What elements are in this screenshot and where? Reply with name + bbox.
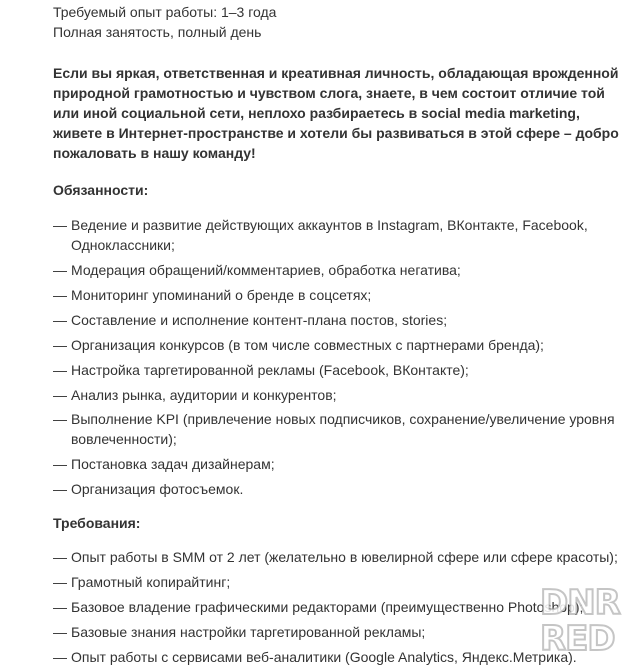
dash: —: [53, 362, 67, 378]
duty-item: [53, 454, 623, 474]
duty-item: [53, 260, 623, 280]
requirement-item: [53, 572, 623, 592]
duty-item: [53, 215, 623, 255]
duty-text: Постановка задач дизайнерам;: [71, 456, 275, 472]
requirement-item: [53, 597, 623, 617]
duty-item: [53, 385, 623, 405]
dash: —: [53, 262, 67, 278]
employment-line: Полная занятость, полный день: [53, 24, 262, 40]
requirement-text: Базовые знания настройки таргетированной рекламы;: [71, 624, 426, 640]
duties-heading: Обязанности:: [53, 182, 149, 198]
requirement-text: Опыт работы в SMM от 2 лет (желательно в ювелирной сфере или сфере красоты);: [71, 549, 618, 565]
duty-item: [53, 409, 623, 449]
dash: —: [53, 574, 67, 590]
requirement-text: Опыт работы с сервисами веб-аналитики (Google Analytics, Яндекс.Метрика).: [71, 649, 577, 665]
dash: —: [53, 481, 67, 497]
duty-item: [53, 285, 623, 305]
dash: —: [53, 337, 67, 353]
watermark-line-2: RED: [540, 619, 615, 659]
duty-item: [53, 479, 623, 499]
dash: —: [53, 287, 67, 303]
dash: —: [53, 312, 67, 328]
duty-text: Организация конкурсов (в том числе совместных с партнерами бренда);: [71, 337, 544, 353]
requirement-text: Базовое владение графическими редакторами (преимущественно Photoshop);: [71, 599, 584, 615]
duty-text: Организация фотосъемок.: [71, 481, 244, 497]
dash: —: [53, 387, 67, 403]
duty-text: Выполнение KPI (привлечение новых подписчиков, сохранение/увеличение уровня вовлеченности);: [71, 411, 615, 447]
dash: —: [53, 217, 67, 233]
duty-text: Составление и исполнение контент-плана постов, stories;: [71, 312, 448, 328]
requirement-item: [53, 647, 623, 667]
dash: —: [53, 599, 67, 615]
dash: —: [53, 456, 67, 472]
duty-text: Настройка таргетированной рекламы (Facebook, ВКонтакте);: [71, 362, 469, 378]
duty-item: [53, 360, 623, 380]
duty-text: Ведение и развитие действующих аккаунтов в Instagram, ВКонтакте, Facebook, Одноклассники;: [71, 217, 588, 253]
dash: —: [53, 649, 67, 665]
dash: —: [53, 549, 67, 565]
requirement-text: Грамотный копирайтинг;: [71, 574, 231, 590]
experience-line: Требуемый опыт работы: 1–3 года: [53, 4, 277, 20]
duty-item: [53, 310, 623, 330]
dash: —: [53, 624, 67, 640]
duty-item: [53, 335, 623, 355]
duty-text: Модерация обращений/комментариев, обработка негатива;: [71, 262, 461, 278]
requirement-item: [53, 622, 623, 642]
requirements-heading: Требования:: [53, 515, 141, 531]
intro-paragraph: Если вы яркая, ответственная и креативная личность, обладающая врожденной природной грамотностью и чувством слога, знаете, в чем состоит отличие той или иной социальной сети, неплохо разбираетесь в social media marketing, живете в Интернет-пространстве и хотели бы развиваться в этой сфере – добро пожаловать в нашу команду!: [53, 65, 619, 161]
dash: —: [53, 411, 67, 427]
duty-text: Анализ рынка, аудитории и конкурентов;: [71, 387, 337, 403]
watermark-line-1: DNR: [540, 583, 620, 623]
duty-text: Мониторинг упоминаний о бренде в соцсетях;: [71, 287, 372, 303]
requirement-item: [53, 547, 623, 567]
